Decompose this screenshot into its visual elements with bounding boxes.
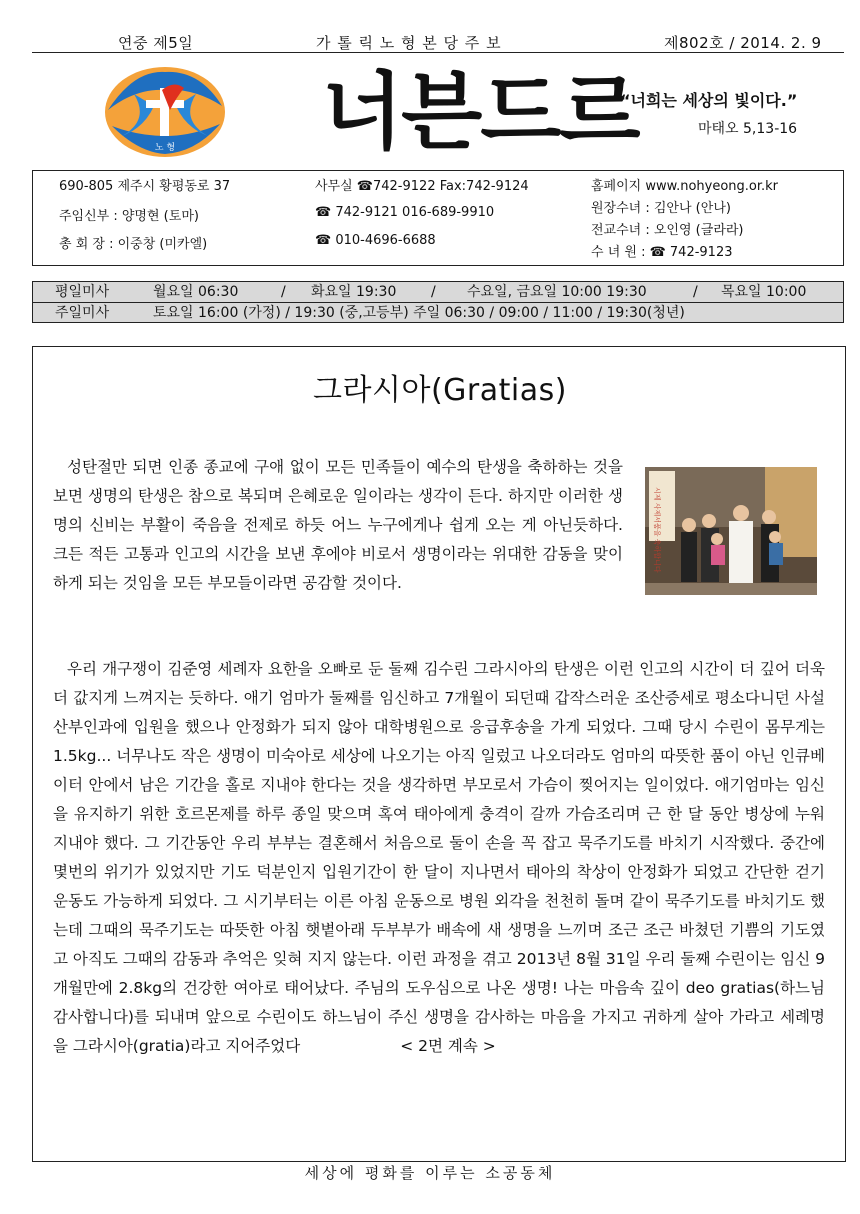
issue-season: 연중 제5일: [118, 34, 194, 52]
article-paragraph-1: 성탄절만 되면 인종 종교에 구애 없이 모든 민족들이 예수의 탄생을 축하하는 것을 보면 생명의 탄생은 참으로 복되며 은혜로운 일이라는 생각이 든다. 하지만 이러한 생명의 신비는 부활이 죽음을 전제로 하듯 어느 누구에게나 쉽게 오는 게 아닌듯하다. 크든 적든 고통과 인고의 시간을 보낸 후에야 비로서 생명이라는 위대한 감동을 맞이하게 되는 것임을 모든 부모들이라면 공감할 것이다.: [53, 458, 623, 592]
address: 690-805 제주시 황평동로 37: [59, 179, 231, 194]
sunday-mass-row: [33, 303, 843, 323]
bulletin-title: 너븐드르: [322, 63, 639, 161]
mass-sep: /: [431, 284, 436, 300]
article-box: [32, 346, 846, 1162]
sunday-times: 토요일 16:00 (가정) / 19:30 (중,고등부) 주일 06:30 / 09:00 / 11:00 / 19:30(청년): [153, 305, 685, 321]
phone-2: ☎ 010-4696-6688: [315, 233, 436, 248]
parish-logo-icon: [104, 66, 226, 158]
superior-nun: 원장수녀 : 김안나 (안나): [591, 201, 731, 216]
header-divider: [32, 52, 844, 53]
scripture-quote: “너희는 세상의 빛이다.”: [620, 91, 798, 110]
mass-thursday: 목요일 10:00: [721, 284, 807, 300]
article-title: 그라시아(Gratias): [313, 373, 567, 408]
article-paragraph-2-text: 우리 개구쟁이 김준영 세례자 요한을 오빠로 둔 둘째 김수린 그라시아의 탄생은 이런 인고의 시간이 더 깊어 더욱더 값지게 느껴지는 듯하다. 애기 엄마가 둘째를 임신하고 7개월이 되던때 갑작스러운 조산증세로 평소다니던 사설 산부인과에 입원을 했으나 안정화가 되지 않아 대학병원으로 응급후송을 가게 되었다. 그때 당시 수린이 몸무게는 1.5kg... 너무나도 작은 생명이 미숙아로 세상에 나오기는 아직 일렀고 나오더라도 엄마의 따뜻한 품이 아닌 인큐베이터 안에서 남은 기간을 홀로 지내야 한다는 것을 생각하면 부모로서 가슴이 찢어지는 일이었다. 애기엄마는 임신을 유지하기 위한 호르몬제를 하루 종일 맞으며 혹여 태아에게 충격이 갈까 가슴조리며 근 한 달 동안 병상에 누워 지내야 했다. 그 기간동안 우리 부부는 결혼해서 처음으로 둘이 손을 꼭 잡고 묵주기도를 바치기 시작했다. 중간에 몇번의 위기가 있었지만 기도 덕분인지 입원기간이 한 달이 지나면서 태아의 착상이 안정화가 되었고 간단한 걷기 운동도 가능하게 되었다. 그 시기부터는 이른 아침 운동으로 병원 외각을 천천히 돌며 같이 묵주기도를 바치기도 했는데 그때의 묵주기도는 따뜻한 아침 햇볕아래 두부부가 배속에 새 생명을 느끼며 조근 조근 바쳤던 기쁨의 기도였고 아직도 그때의 감동과 추억은 잊혀 지지 않는다. 이런 과정을 겪고 2013년 8월 31일 우리 둘째 수린이는 임신 9개월만에 2.8kg의 건강한 여아로 태어났다. 주님의 도우심으로 나온 생명! 나는 마음속 깊이 deo gratias(하느님 감사합니다)를 되내며 앞으로 수린이도 하느님이 주신 생명을 감사하는 마음을 가지고 귀하게 살아 가라고 세례명을 그라시아(gratia)라고 지어주었다: [53, 660, 825, 1055]
mass-sep: /: [281, 284, 286, 300]
mass-tuesday: 화요일 19:30: [311, 284, 397, 300]
convent-contact: 수 녀 원 : ☎ 742-9123: [591, 245, 733, 260]
logo-text: 노 형: [154, 143, 176, 153]
footer-slogan: 세상에 평화를 이루는 소공동체: [304, 1164, 556, 1182]
chairman: 총 회 장 : 이중창 (미카엘): [59, 237, 208, 252]
article-paragraph-2: [53, 655, 825, 1061]
issue-number-date: 제802호 / 2014. 2. 9: [664, 34, 822, 52]
continued-note: < 2면 계속 >: [400, 1037, 496, 1055]
mass-schedule: [32, 281, 844, 323]
mass-sep: /: [693, 284, 698, 300]
mass-monday: 월요일 06:30: [153, 284, 239, 300]
office-contact: 사무실 ☎742-9122 Fax:742-9124: [315, 179, 529, 194]
scripture-reference: 마태오 5,13-16: [698, 121, 798, 137]
parish-info-box: [32, 170, 844, 266]
priest: 주임신부 : 양명현 (토마): [59, 209, 199, 224]
family-photo: [645, 467, 817, 595]
weekday-label: 평일미사: [55, 284, 110, 300]
homepage: 홈페이지 www.nohyeong.or.kr: [591, 179, 779, 194]
sunday-label: 주일미사: [55, 305, 110, 321]
bulletin-name: 가 톨 릭 노 형 본 당 주 보: [316, 34, 502, 52]
photo-banner-text: 시제 사제서품을 축하합니다: [653, 487, 661, 573]
mass-wed-fri: 수요일, 금요일 10:00 19:30: [467, 284, 647, 300]
missionary-nun: 전교수녀 : 오인영 (글라라): [591, 223, 744, 238]
phone-1: ☎ 742-9121 016-689-9910: [315, 205, 495, 220]
weekday-mass-row: [33, 282, 843, 303]
